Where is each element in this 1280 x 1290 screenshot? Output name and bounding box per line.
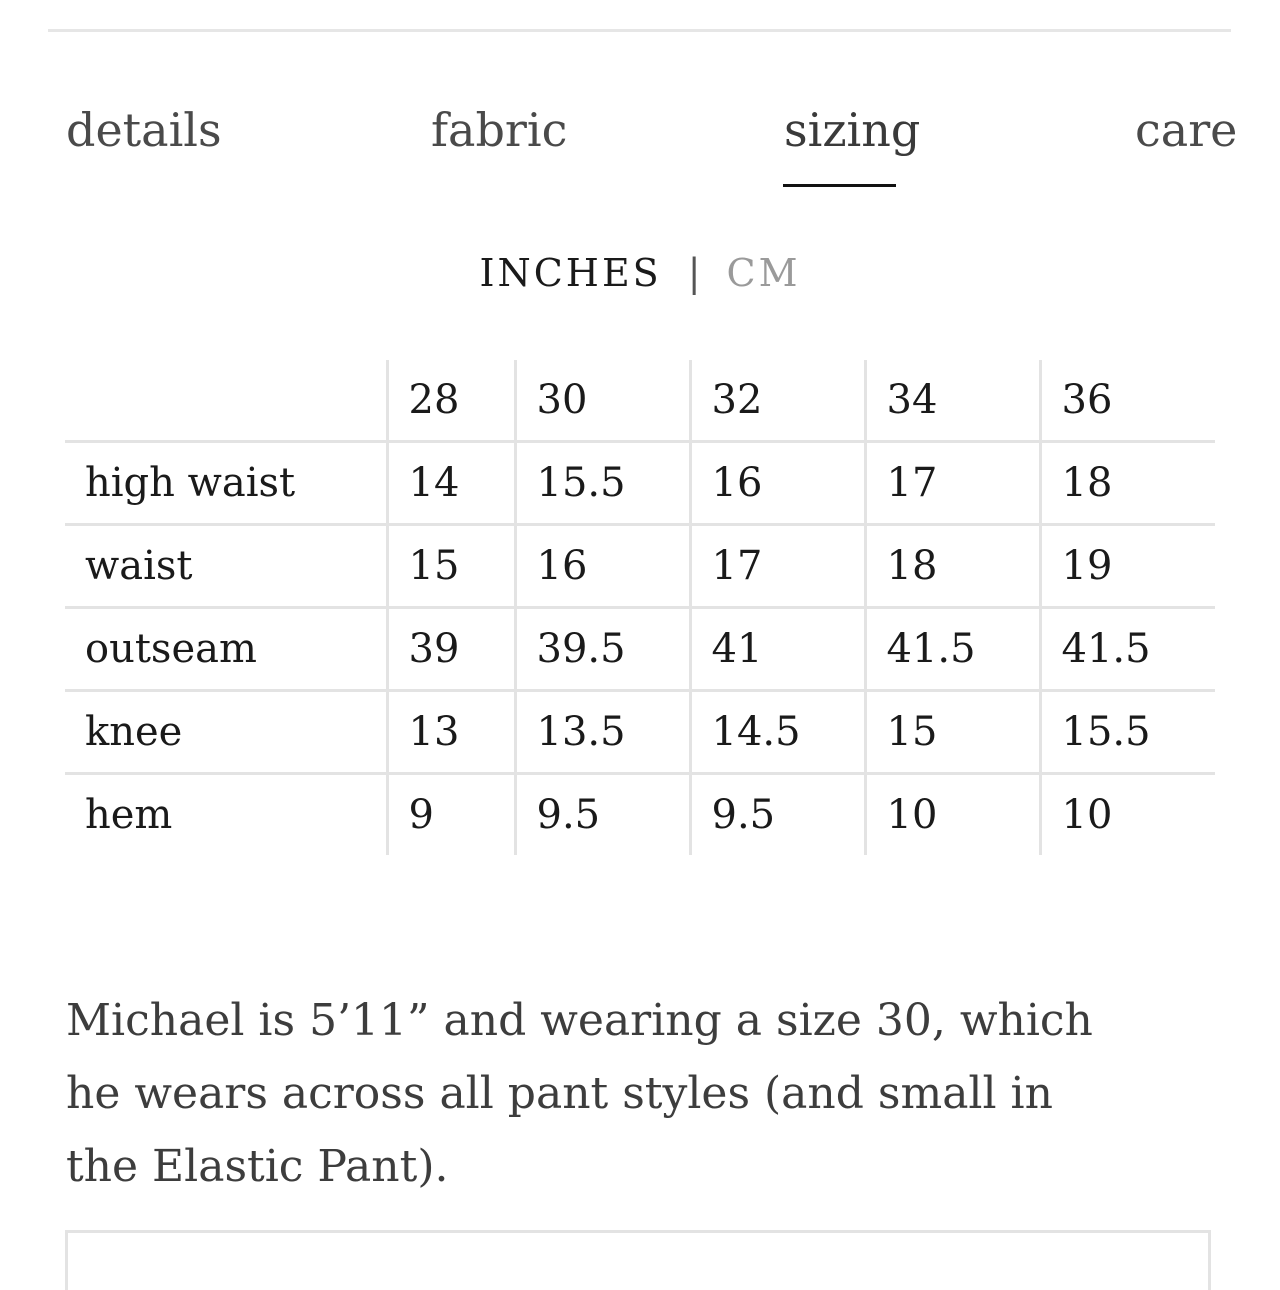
measurement-value: 17 (865, 442, 1040, 525)
measurement-value: 9 (387, 774, 515, 856)
measurement-label: hem (65, 774, 387, 856)
unit-cm-button[interactable]: CM (726, 251, 801, 295)
measurement-value: 10 (865, 774, 1040, 856)
measurement-value: 16 (690, 442, 865, 525)
table-row (65, 525, 1215, 608)
measurement-value: 14 (387, 442, 515, 525)
measurement-value: 14.5 (690, 691, 865, 774)
bottom-panel (65, 1230, 1211, 1290)
unit-separator: | (687, 251, 701, 295)
size-header-row (65, 360, 1215, 442)
measurement-value: 13.5 (515, 691, 690, 774)
top-divider (48, 29, 1231, 32)
measurement-value: 9.5 (515, 774, 690, 856)
size-chart-table (65, 360, 1215, 855)
size-header: 36 (1040, 360, 1215, 442)
model-fit-note: Michael is 5’11” and wearing a size 30, which he wears across all pant styles (and small in the Elastic Pant). (66, 995, 1093, 1192)
measurement-value: 41.5 (1040, 608, 1215, 691)
table-row (65, 774, 1215, 856)
size-header: 32 (690, 360, 865, 442)
table-row (65, 691, 1215, 774)
active-tab-indicator (783, 184, 896, 187)
tab-sizing[interactable]: sizing (784, 103, 921, 157)
measurement-value: 18 (865, 525, 1040, 608)
measurement-value: 41 (690, 608, 865, 691)
measurement-label: waist (65, 525, 387, 608)
size-header: 28 (387, 360, 515, 442)
measurement-value: 39 (387, 608, 515, 691)
measurement-value: 13 (387, 691, 515, 774)
measurement-value: 16 (515, 525, 690, 608)
tab-fabric[interactable]: fabric (431, 103, 568, 157)
measurement-value: 19 (1040, 525, 1215, 608)
table-row (65, 442, 1215, 525)
measurement-value: 15.5 (1040, 691, 1215, 774)
header-corner-cell (65, 360, 387, 442)
table-row (65, 608, 1215, 691)
measurement-label: outseam (65, 608, 387, 691)
measurement-value: 15.5 (515, 442, 690, 525)
size-header: 34 (865, 360, 1040, 442)
measurement-value: 41.5 (865, 608, 1040, 691)
measurement-value: 39.5 (515, 608, 690, 691)
unit-toggle (0, 246, 1280, 300)
measurement-value: 10 (1040, 774, 1215, 856)
measurement-value: 18 (1040, 442, 1215, 525)
measurement-label: high waist (65, 442, 387, 525)
tab-care[interactable]: care (1135, 103, 1238, 157)
measurement-value: 9.5 (690, 774, 865, 856)
size-header: 30 (515, 360, 690, 442)
tab-details[interactable]: details (66, 103, 222, 157)
measurement-label: knee (65, 691, 387, 774)
measurement-value: 15 (387, 525, 515, 608)
unit-inches-button[interactable]: INCHES (479, 251, 662, 295)
measurement-value: 17 (690, 525, 865, 608)
product-info-tabs (0, 100, 1280, 200)
measurement-value: 15 (865, 691, 1040, 774)
